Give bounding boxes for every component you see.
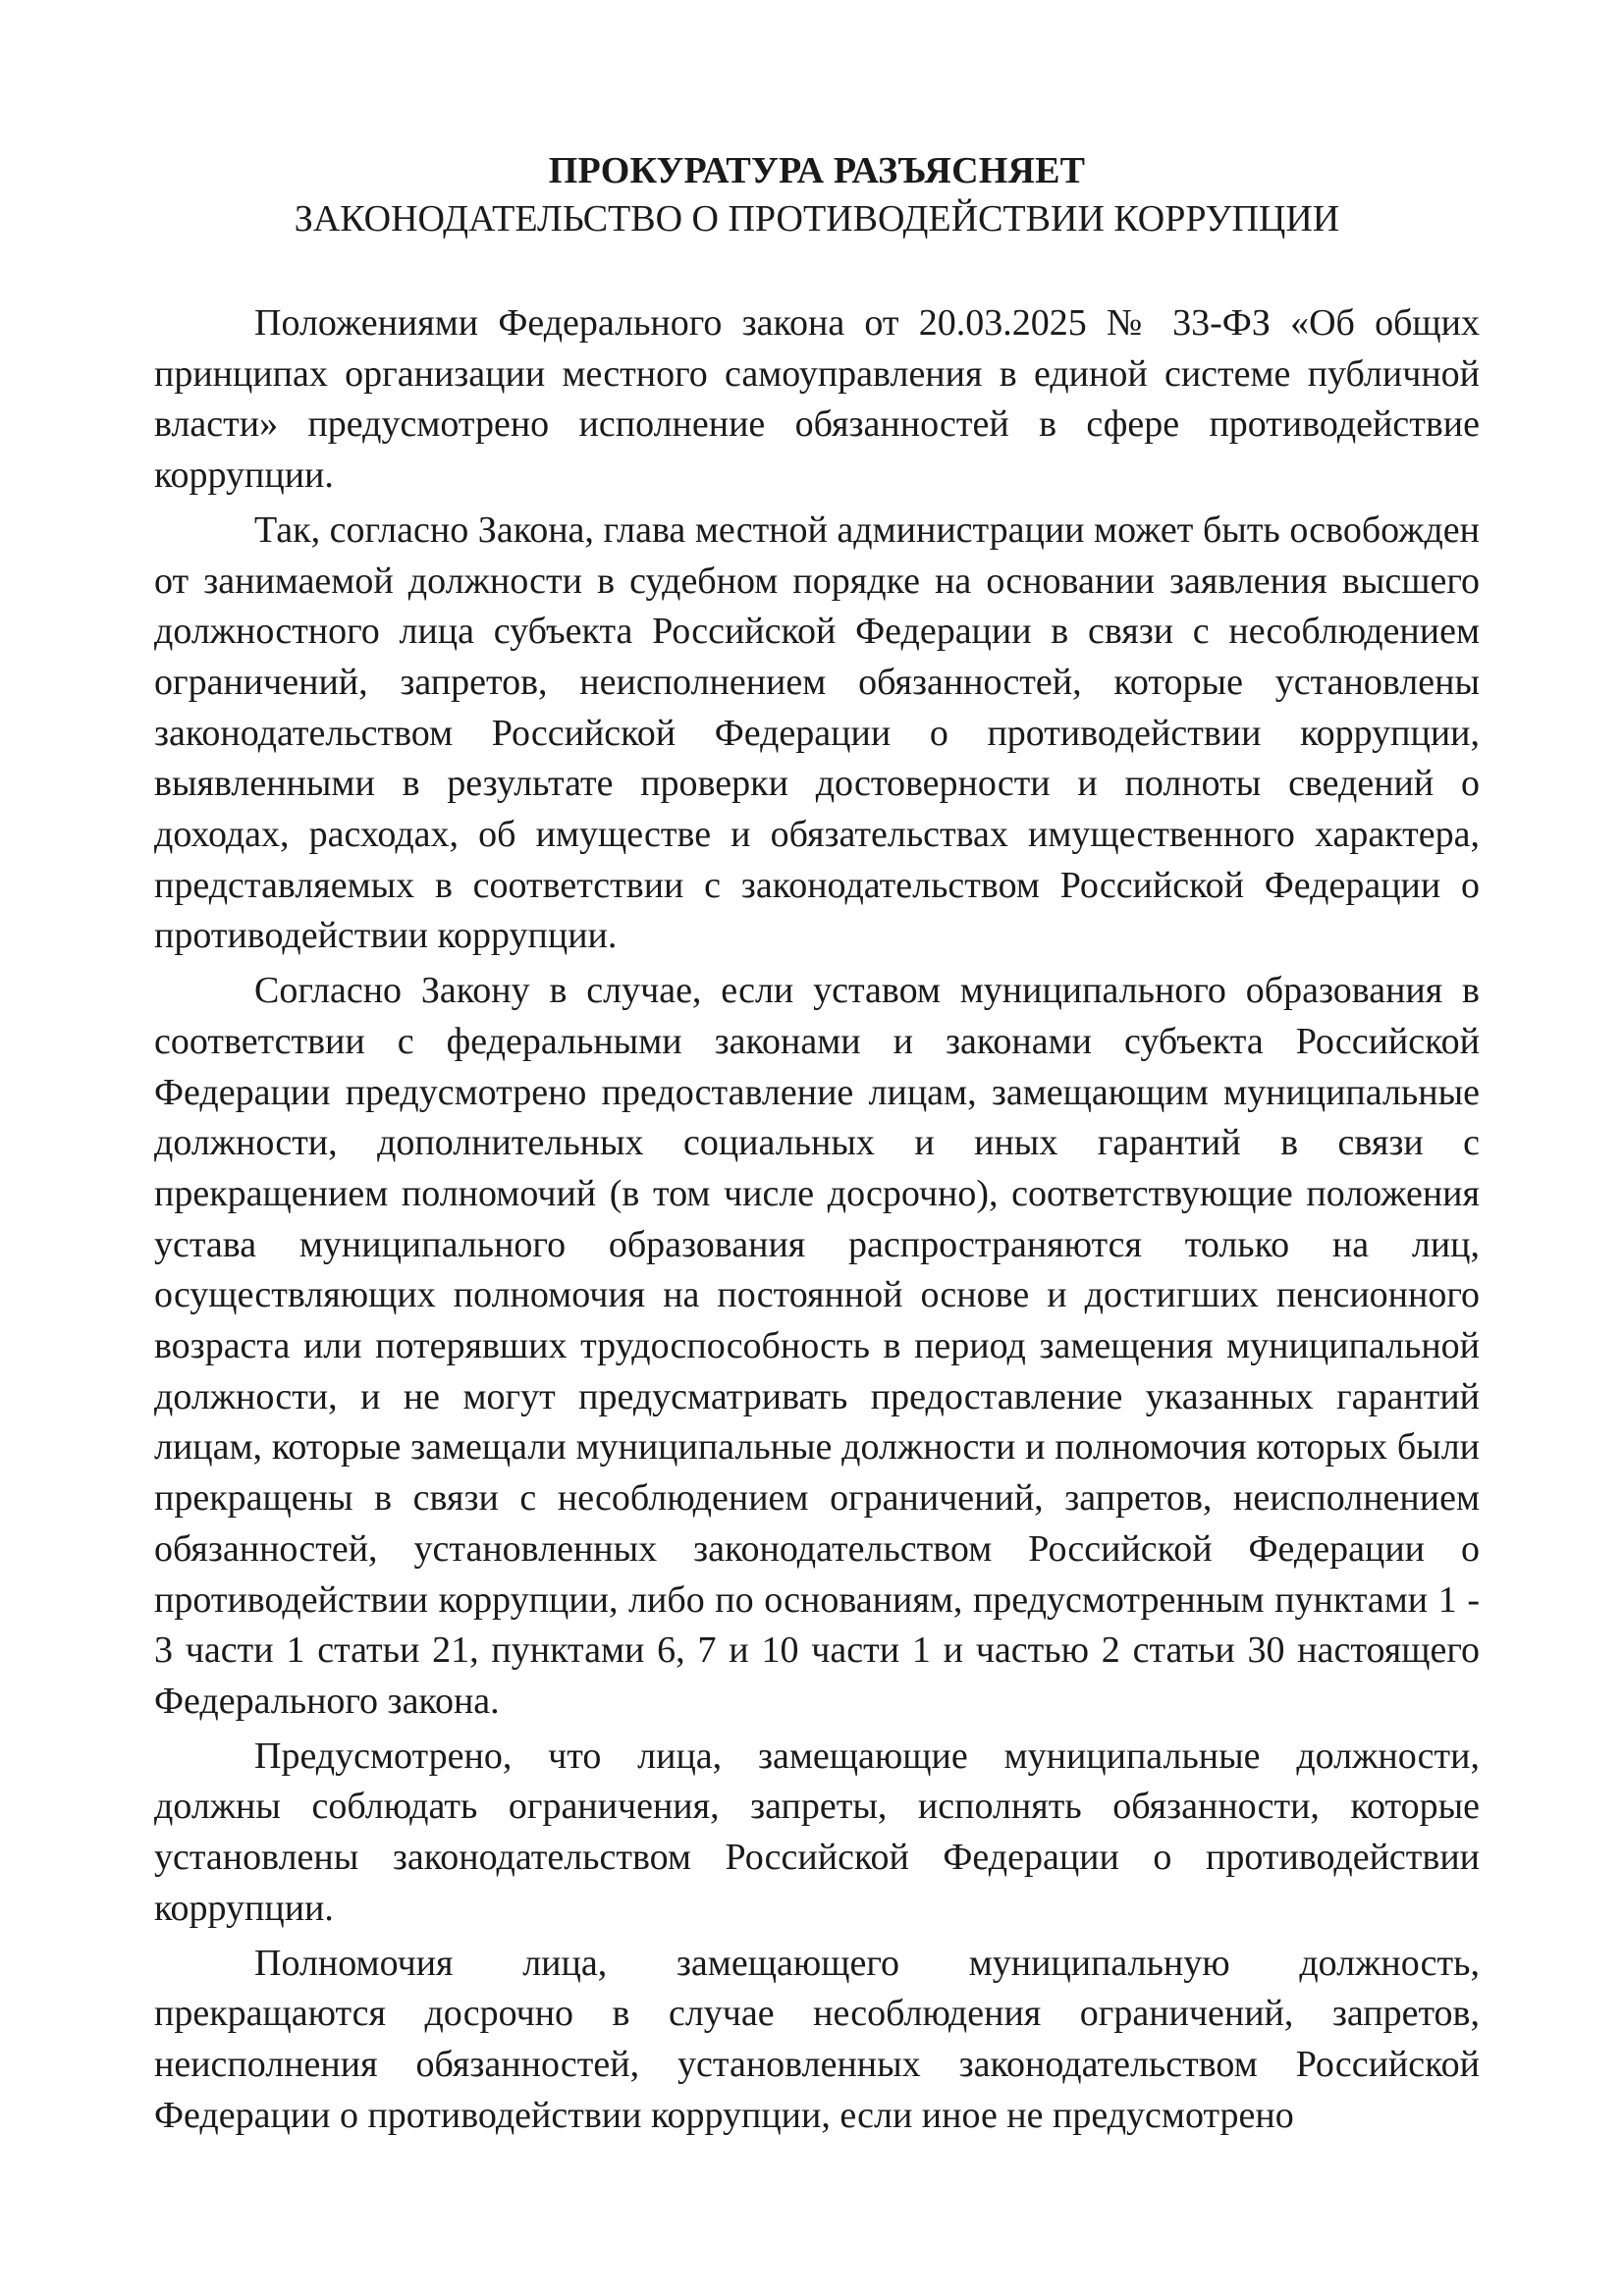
document-title: ПРОКУРАТУРА РАЗЪЯСНЯЕТ [548,150,1086,191]
paragraph-1: Положениями Федерального закона от 20.03.2025 № 33-ФЗ «Об общих принципах организации местного самоуправления в единой системе публичной власти» предусмотрено исполнение обязанностей в сфере противодействие коррупции. [154,302,1480,497]
paragraph-5: Полномочия лица, замещающего муниципальную должность, прекращаются досрочно в случае несоблюдения ограничений, запретов, неисполнения обязанностей, установленных законодательством Российской Федерации о противодействии коррупции, если иное не предусмотрено [154,1942,1480,2136]
paragraph-4: Предусмотрено, что лица, замещающие муниципальные должности, должны соблюдать ограничения, запреты, исполнять обязанности, которые установлены законодательством Российской Федерации о противодействии коррупции. [154,1735,1480,1929]
paragraph-2: Так, согласно Закона, глава местной администрации может быть освобожден от занимаемой должности в судебном порядке на основании заявления высшего должностного лица субъекта Российской Федерации в связи с несоблюдением ограничений, запретов, неисполнением обязанностей, которые установлены законодательством Российской Федерации о противодействии коррупции, выявленными в результате проверки достоверности и полноты сведений о доходах, расходах, об имуществе и обязательствах имущественного характера, представляемых в соответствии с законодательством Российской Федерации о противодействии коррупции. [154,508,1480,957]
document-page [154,147,1480,2145]
paragraph-3: Согласно Закону в случае, если уставом муниципального образования в соответствии с федеральными законами и законами субъекта Российской Федерации предусмотрено предоставление лицам, замещающим муниципальные должности, дополнительных социальных и иных гарантий в связи с прекращением полномочий (в том числе досрочно), соответствующие положения устава муниципального образования распространяются только на лиц, осуществляющих полномочия на постоянной основе и достигших пенсионного возраста или потерявших трудоспособность в период замещения муниципальной должности, и не могут предусматривать предоставление указанных гарантий лицам, которые замещали муниципальные должности и полномочия которых были прекращены в связи с несоблюдением ограничений, запретов, неисполнением обязанностей, установленных законодательством Российской Федерации о противодействии коррупции, либо по основаниям, предусмотренным пунктами 1 - 3 части 1 статьи 21, пунктами 6, 7 и 10 части 1 и частью 2 статьи 30 настоящего Федерального закона. [154,970,1480,1722]
title-block [154,147,1480,243]
document-subtitle: ЗАКОНОДАТЕЛЬСТВО О ПРОТИВОДЕЙСТВИИ КОРРУПЦИИ [294,198,1340,240]
